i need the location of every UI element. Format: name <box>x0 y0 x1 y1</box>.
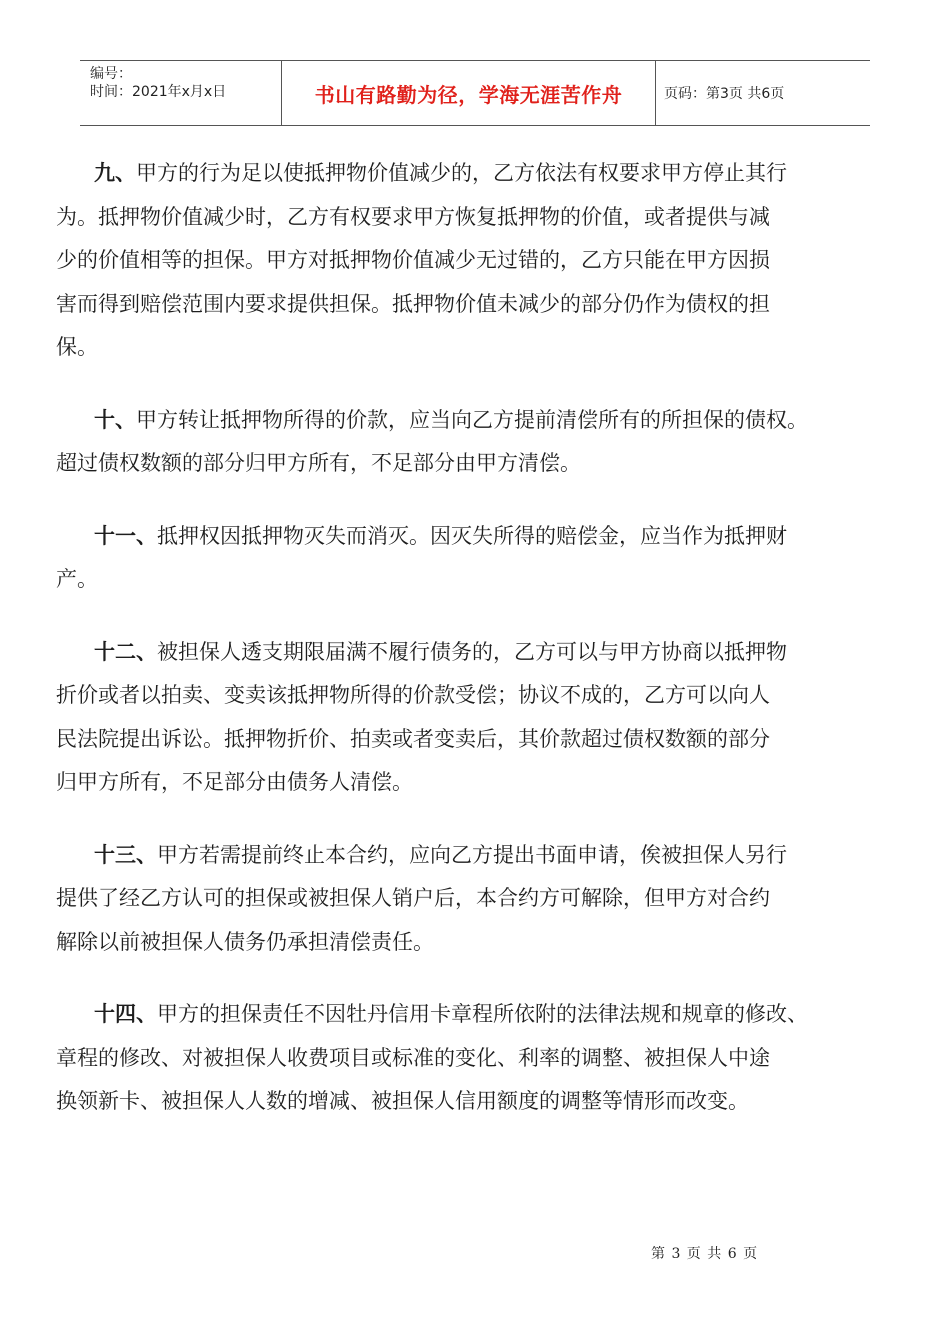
paragraph-line: 章程的修改、对被担保人收费项目或标准的变化、利率的调整、被担保人中途 <box>56 1045 770 1070</box>
clause-9 <box>56 152 906 370</box>
clause-11 <box>56 515 906 602</box>
clause-number: 九、 <box>94 161 136 185</box>
paragraph-line <box>56 152 906 196</box>
paragraph-line <box>56 399 906 443</box>
clause-12 <box>56 631 906 805</box>
paragraph-line: 归甲方所有，不足部分由债务人清偿。 <box>56 770 413 794</box>
document-header <box>80 60 870 126</box>
line-text: 被担保人透支期限届满不履行债务的，乙方可以与甲方协商以抵押物 <box>157 639 787 664</box>
paragraph-line <box>56 834 906 878</box>
line-text: 甲方转让抵押物所得的价款，应当向乙方提前清偿所有的所担保的债权。 <box>136 407 808 432</box>
paragraph-line: 害而得到赔偿范围内要求提供担保。抵押物价值未减少的部分仍作为债权的担 <box>56 291 770 316</box>
line-text: 甲方若需提前终止本合约，应向乙方提出书面申请，俟被担保人另行 <box>157 842 787 867</box>
clause-number: 十二、 <box>94 639 157 664</box>
clause-10 <box>56 399 906 486</box>
clause-number: 十三、 <box>94 842 157 867</box>
paragraph-line: 民法院提出诉讼。抵押物折价、拍卖或者变卖后，其价款超过债权数额的部分 <box>56 726 770 751</box>
header-meta <box>80 61 282 125</box>
paragraph-line: 产。 <box>56 567 98 591</box>
clause-13 <box>56 834 906 965</box>
paragraph-line <box>56 515 906 559</box>
line-text: 抵押权因抵押物灭失而消灭。因灭失所得的赔偿金，应当作为抵押财 <box>157 523 787 548</box>
paragraph-line: 少的价值相等的担保。甲方对抵押物价值减少无过错的，乙方只能在甲方因损 <box>56 248 770 272</box>
document-body <box>56 152 906 1153</box>
header-page-info: 页码：第3页 共6页 <box>664 86 785 102</box>
paragraph-line: 解除以前被担保人债务仍承担清偿责任。 <box>56 929 434 954</box>
line-text: 甲方的担保责任不因牡丹信用卡章程所依附的法律法规和规章的修改、 <box>157 1002 808 1026</box>
paragraph-line: 折价或者以拍卖、变卖该抵押物所得的价款受偿；协议不成的，乙方可以向人 <box>56 683 770 707</box>
line-text: 甲方的行为足以使抵押物价值减少的，乙方依法有权要求甲方停止其行 <box>136 161 787 185</box>
document-number-label: 编号： <box>90 66 132 82</box>
paragraph-line <box>56 993 906 1037</box>
page-footer: 第 3 页 共 6 页 <box>651 1246 759 1262</box>
clause-number: 十、 <box>94 407 136 432</box>
document-time: 时间：2021年x月x日 <box>90 84 227 100</box>
paragraph-line: 提供了经乙方认可的担保或被担保人销户后，本合约方可解除，但甲方对合约 <box>56 886 770 910</box>
paragraph-line: 保。 <box>56 335 98 359</box>
paragraph-line: 超过债权数额的部分归甲方所有，不足部分由甲方清偿。 <box>56 451 581 475</box>
paragraph-line: 为。抵押物价值减少时，乙方有权要求甲方恢复抵押物的价值，或者提供与减 <box>56 204 770 229</box>
clause-number: 十四、 <box>94 1002 157 1026</box>
paragraph-line <box>56 631 906 675</box>
clause-number: 十一、 <box>94 523 157 548</box>
paragraph-line: 换领新卡、被担保人人数的增减、被担保人信用额度的调整等情形而改变。 <box>56 1089 749 1113</box>
header-motto: 书山有路勤为径，学海无涯苦作舟 <box>282 61 656 125</box>
clause-14 <box>56 993 906 1124</box>
